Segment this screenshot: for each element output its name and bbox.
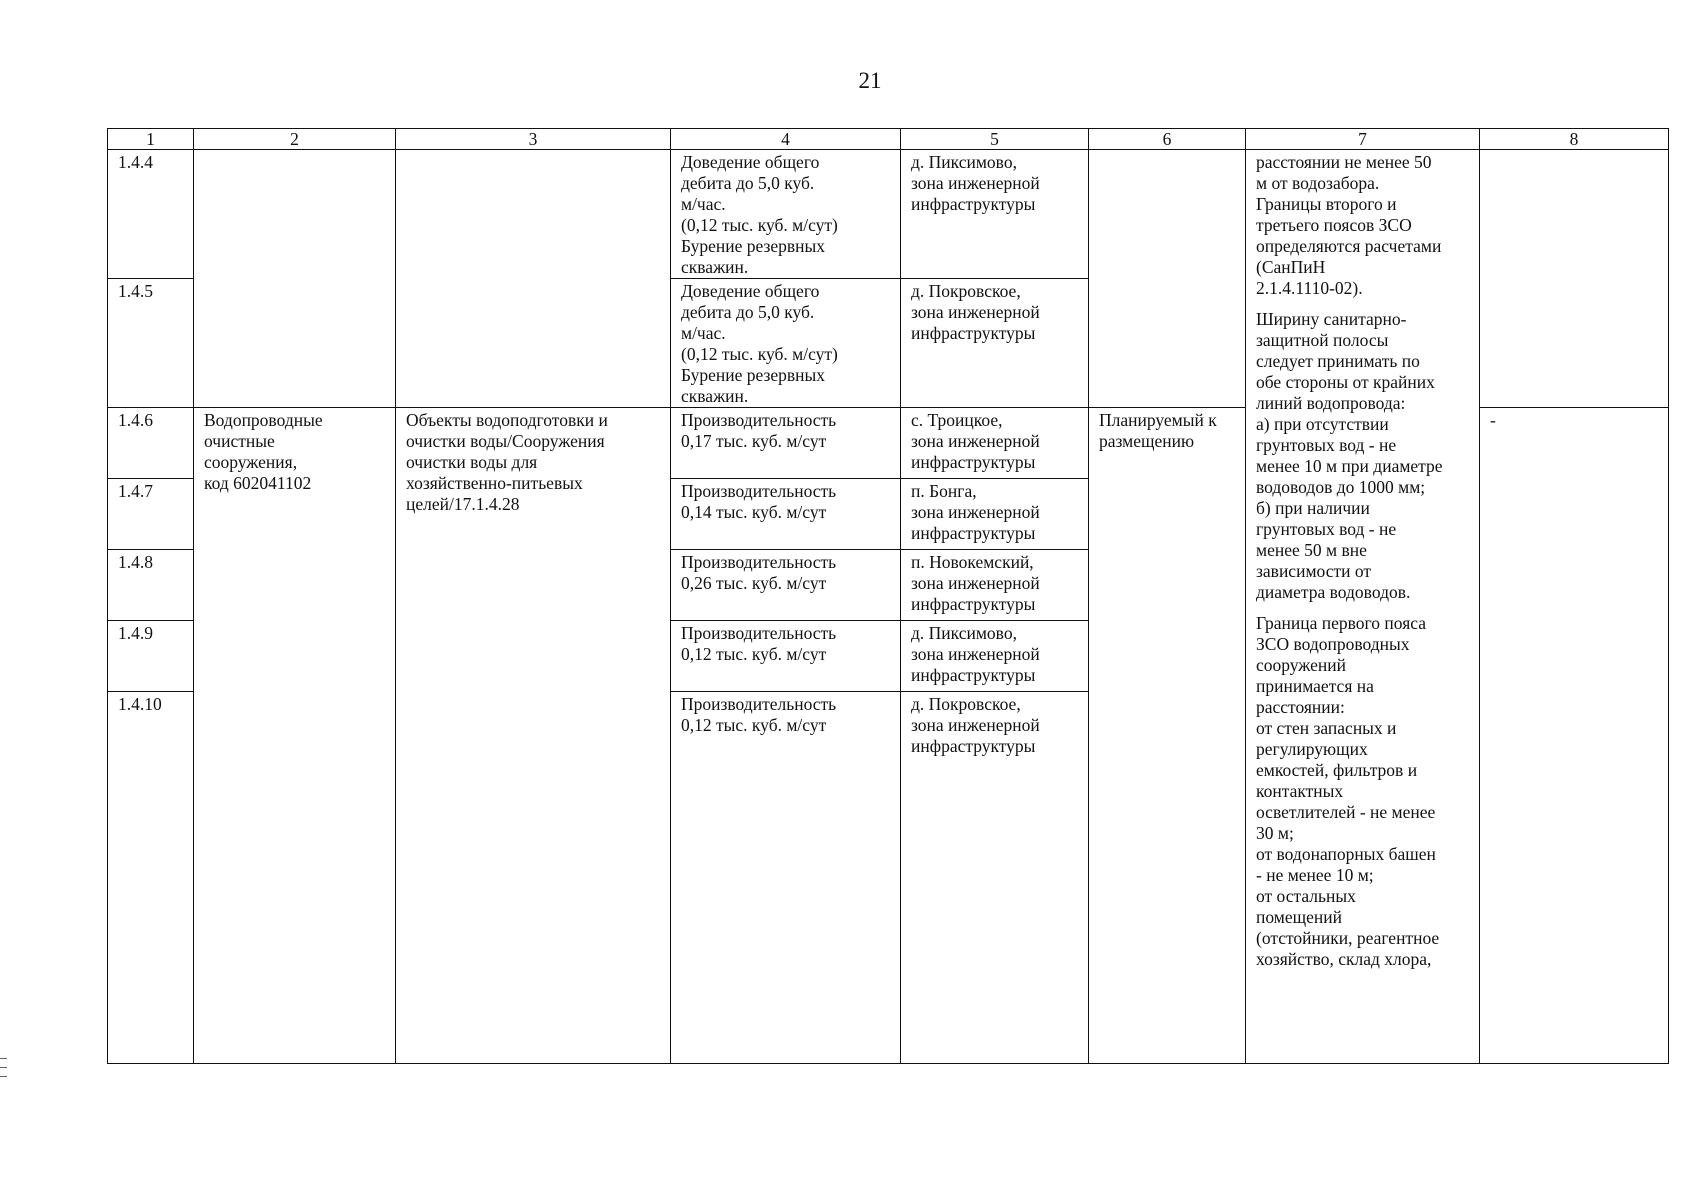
status-cell bbox=[1089, 150, 1246, 408]
location-cell: д. Пиксимово, зона инженерной инфраструктуры bbox=[901, 621, 1089, 692]
requirements-text-cell bbox=[1246, 150, 1480, 1064]
requirements-paragraph: расстоянии не менее 50 м от водозабора. Границы второго и третьего поясов ЗСО определяются расчетами (СанПиН 2.1.4.1110-02). bbox=[1256, 152, 1442, 298]
row-number: 1.4.5 bbox=[108, 279, 194, 408]
location-cell: д. Пиксимово, зона инженерной инфраструктуры bbox=[901, 150, 1089, 279]
location-cell: п. Новокемский, зона инженерной инфраструктуры bbox=[901, 550, 1089, 621]
object-name-cell: Водопроводные очистные сооружения, код 602041102 bbox=[194, 408, 396, 1064]
page-number: 21 bbox=[858, 68, 882, 93]
row-number: 1.4.4 bbox=[108, 150, 194, 279]
purpose-cell: Объекты водоподготовки и очистки воды/Сооружения очистки воды для хозяйственно-питьевых целей/17.1.4.28 bbox=[396, 408, 671, 1064]
header-cell: 2 bbox=[194, 129, 396, 150]
header-cell: 3 bbox=[396, 129, 671, 150]
header-row bbox=[108, 129, 1669, 150]
row-number: 1.4.9 bbox=[108, 621, 194, 692]
header-cell: 6 bbox=[1089, 129, 1246, 150]
header-cell: 5 bbox=[901, 129, 1089, 150]
measure-cell: Доведение общего дебита до 5,0 куб. м/час. (0,12 тыс. куб. м/сут) Бурение резервных скважин. bbox=[671, 279, 901, 408]
location-cell: п. Бонга, зона инженерной инфраструктуры bbox=[901, 479, 1089, 550]
row-number: 1.4.6 bbox=[108, 408, 194, 479]
measure-cell: Производительность 0,26 тыс. куб. м/сут bbox=[671, 550, 901, 621]
header-cell: 8 bbox=[1480, 129, 1669, 150]
header-cell: 7 bbox=[1246, 129, 1480, 150]
header-cell: 1 bbox=[108, 129, 194, 150]
note-cell bbox=[1480, 150, 1669, 408]
location-cell: д. Покровское, зона инженерной инфраструктуры bbox=[901, 692, 1089, 1064]
location-cell: с. Троицкое, зона инженерной инфраструктуры bbox=[901, 408, 1089, 479]
scan-edge-marks bbox=[0, 1058, 8, 1085]
measure-cell: Производительность 0,14 тыс. куб. м/сут bbox=[671, 479, 901, 550]
location-cell: д. Покровское, зона инженерной инфраструктуры bbox=[901, 279, 1089, 408]
row-number: 1.4.7 bbox=[108, 479, 194, 550]
header-cell: 4 bbox=[671, 129, 901, 150]
note-cell: - bbox=[1480, 408, 1669, 1064]
measure-cell: Производительность 0,12 тыс. куб. м/сут bbox=[671, 621, 901, 692]
requirements-paragraph: Граница первого пояса ЗСО водопроводных сооружений принимается на расстоянии: от стен запасных и регулирующих емкостей, фильтров и контактных осветлителей - не менее 30 м; от водонапорных башен - не менее 10 м; от остальных помещений (отстойники, реагентное хозяйство, склад хлора, bbox=[1256, 613, 1440, 969]
table-row bbox=[108, 150, 1669, 279]
requirements-paragraph: Ширину санитарно- защитной полосы следует принимать по обе стороны от крайних линий водопровода: а) при отсутствии грунтовых вод - не менее 10 м при диаметре водоводов до 1000 мм; б) при наличии грунтовых вод - не менее 50 м вне зависимости от диаметра водоводов. bbox=[1256, 309, 1443, 602]
object-name-cell bbox=[194, 150, 396, 408]
requirements-table bbox=[107, 128, 1669, 1064]
measure-cell: Производительность 0,17 тыс. куб. м/сут bbox=[671, 408, 901, 479]
status-cell: Планируемый к размещению bbox=[1089, 408, 1246, 1064]
measure-cell: Доведение общего дебита до 5,0 куб. м/час. (0,12 тыс. куб. м/сут) Бурение резервных скважин. bbox=[671, 150, 901, 279]
row-number: 1.4.8 bbox=[108, 550, 194, 621]
row-number: 1.4.10 bbox=[108, 692, 194, 1064]
purpose-cell bbox=[396, 150, 671, 408]
measure-cell: Производительность 0,12 тыс. куб. м/сут bbox=[671, 692, 901, 1064]
